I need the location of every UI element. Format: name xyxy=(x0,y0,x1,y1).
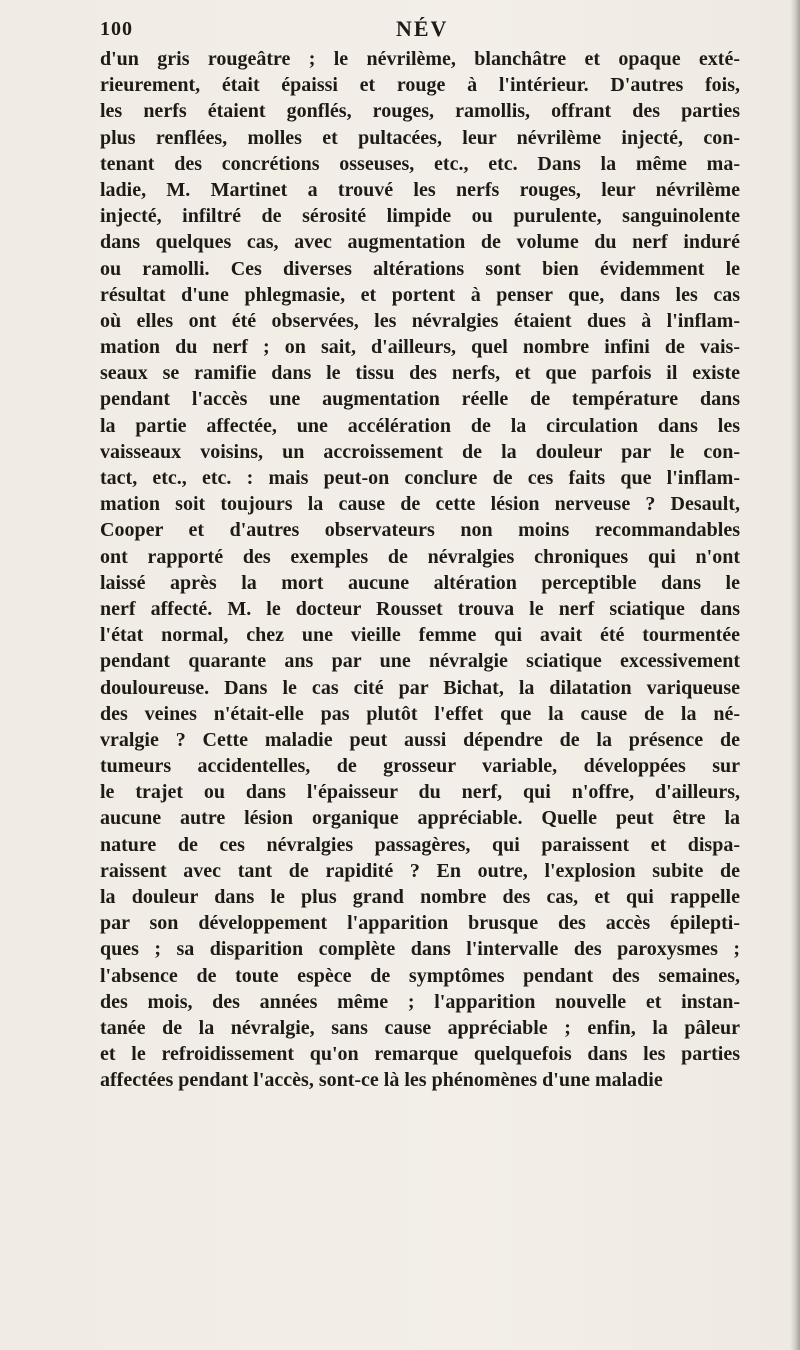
text-line: les nerfs étaient gonflés, rouges, ramollis, offrant des parties xyxy=(100,100,740,123)
text-line: rieurement, était épaissi et rouge à l'intérieur. D'autres fois, xyxy=(100,74,740,97)
text-line: d'un gris rougeâtre ; le névrilème, blanchâtre et opaque exté- xyxy=(100,48,740,70)
text-line: ques ; sa disparition complète dans l'intervalle des paroxysmes ; xyxy=(100,938,740,961)
text-line: la partie affectée, une accélération de la circulation dans les xyxy=(100,414,740,437)
text-line: dans quelques cas, avec augmentation de volume du nerf induré xyxy=(100,231,740,254)
text-line: le trajet ou dans l'épaisseur du nerf, qui n'offre, d'ailleurs, xyxy=(100,781,740,804)
text-line: douloureuse. Dans le cas cité par Bichat, la dilatation variqueuse xyxy=(100,676,740,699)
text-line: la douleur dans le plus grand nombre des cas, et qui rappelle xyxy=(100,886,740,908)
text-line: seaux se ramifie dans le tissu des nerfs, et que parfois il existe xyxy=(100,362,740,385)
text-line: mation soit toujours la cause de cette lésion nerveuse ? Desault, xyxy=(100,493,740,516)
text-line: tact, etc., etc. : mais peut-on conclure de ces faits que l'inflam- xyxy=(100,467,740,489)
text-line: Cooper et d'autres observateurs non moins recommandables xyxy=(100,519,740,542)
body-text xyxy=(100,46,740,1094)
text-line: injecté, infiltré de sérosité limpide ou purulente, sanguinolente xyxy=(100,205,740,228)
text-line: pendant quarante ans par une névralgie sciatique excessivement xyxy=(100,650,740,673)
page-number: 100 xyxy=(100,18,133,40)
text-line: ou ramolli. Ces diverses altérations sont bien évidemment le xyxy=(100,257,740,280)
text-line: pendant l'accès une augmentation réelle de température dans xyxy=(100,388,740,411)
text-line: tumeurs accidentelles, de grosseur variable, développées sur xyxy=(100,755,740,778)
text-line: ladie, M. Martinet a trouvé les nerfs rouges, leur névrilème xyxy=(100,178,740,201)
text-line: ont rapporté des exemples de névralgies chroniques qui n'ont xyxy=(100,545,740,568)
text-line: tanée de la névralgie, sans cause appréciable ; enfin, la pâleur xyxy=(100,1016,740,1039)
text-line: nature de ces névralgies passagères, qui paraissent et dispa- xyxy=(100,833,740,856)
text-line: mation du nerf ; on sait, d'ailleurs, quel nombre infini de vais- xyxy=(100,336,740,359)
text-line: laissé après la mort aucune altération perceptible dans le xyxy=(100,571,740,594)
running-head: NÉV xyxy=(396,16,449,41)
text-line: par son développement l'apparition brusque des accès épilepti- xyxy=(100,912,740,935)
text-line: vaisseaux voisins, un accroissement de la douleur par le con- xyxy=(100,440,740,463)
text-line: plus renflées, molles et pultacées, leur névrilème injecté, con- xyxy=(100,126,740,149)
text-line: et le refroidissement qu'on remarque quelquefois dans les parties xyxy=(100,1043,740,1066)
text-line: raissent avec tant de rapidité ? En outre, l'explosion subite de xyxy=(100,859,740,882)
text-line: nerf affecté. M. le docteur Rousset trouva le nerf sciatique dans xyxy=(100,597,740,620)
text-line: vralgie ? Cette maladie peut aussi dépendre de la présence de xyxy=(100,728,740,751)
text-line: tenant des concrétions osseuses, etc., etc. Dans la même ma- xyxy=(100,152,740,175)
text-line: l'état normal, chez une vieille femme qui avait été tourmentée xyxy=(100,624,740,647)
text-line: résultat d'une phlegmasie, et portent à penser que, dans les cas xyxy=(100,283,740,306)
page-header xyxy=(100,12,740,46)
page-edge-shadow xyxy=(790,0,800,1350)
text-line: où elles ont été observées, les névralgies étaient dues à l'inflam- xyxy=(100,309,740,332)
text-line: l'absence de toute espèce de symptômes pendant des semaines, xyxy=(100,964,740,987)
text-line: des veines n'était-elle pas plutôt l'effet que la cause de la né- xyxy=(100,702,740,725)
text-line: aucune autre lésion organique appréciable. Quelle peut être la xyxy=(100,807,740,830)
text-line: affectées pendant l'accès, sont-ce là les phénomènes d'une maladie xyxy=(100,1069,663,1092)
text-line: des mois, des années même ; l'apparition nouvelle et instan- xyxy=(100,990,740,1013)
